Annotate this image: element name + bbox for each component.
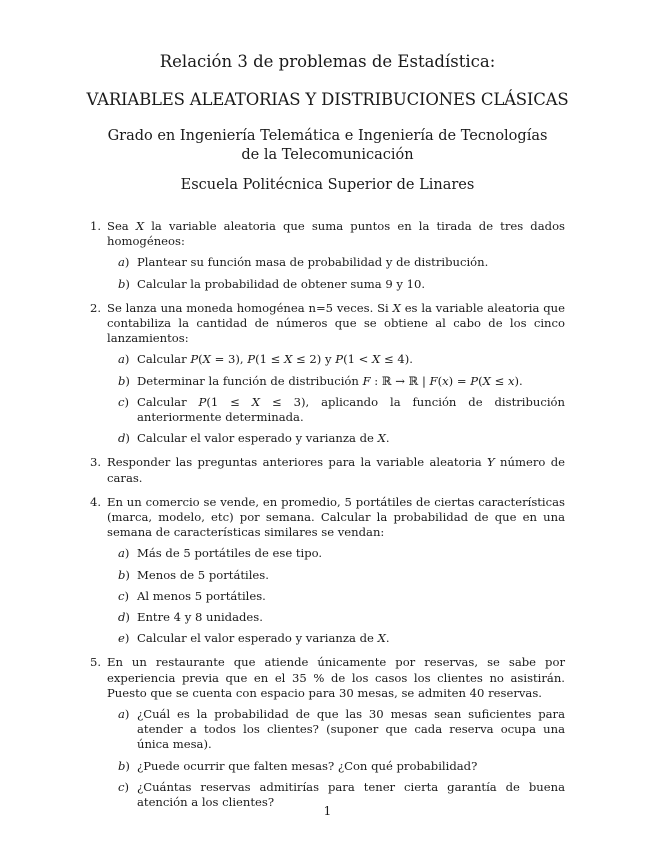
subquestion-label: a) xyxy=(118,352,130,367)
problem-number: 3. xyxy=(90,455,102,470)
subquestion-text: Plantear su función masa de probabilidad y de distribución. xyxy=(137,255,489,270)
subquestion-label: a) xyxy=(118,546,130,561)
subquestion-label: b) xyxy=(118,758,130,773)
problem-item xyxy=(90,495,565,647)
subquestion-list xyxy=(107,707,565,810)
subquestion-text: Calcular P(X = 3), P(1 ≤ X ≤ 2) y P(1 < X ≤ 4). xyxy=(137,352,413,367)
subquestion-label: d) xyxy=(118,610,130,625)
subquestion-letter: a xyxy=(118,255,125,270)
subquestion-item xyxy=(107,374,565,389)
subquestion-text: Determinar la función de distribución F : ℝ → ℝ | F(x) = P(X ≤ x). xyxy=(137,373,523,388)
subquestion-text: ¿Cuántas reservas admitirías para tener cierta garantía de buena atención a los clientes? xyxy=(137,779,565,810)
subquestion-item xyxy=(107,352,565,367)
subquestion-text: ¿Puede ocurrir que falten mesas? ¿Con qué probabilidad? xyxy=(137,758,478,773)
page-number: 1 xyxy=(323,804,332,818)
problem-statement: En un comercio se vende, en promedio, 5 portátiles de ciertas características (marca, modelo, etc) por semana. Calcular la probabilidad de que en una semana de características similares se vendan: xyxy=(107,494,565,540)
subquestion-text: Calcular el valor esperado y varianza de X. xyxy=(137,431,390,446)
subquestion-letter: c xyxy=(118,394,125,409)
subquestion-letter: a xyxy=(118,707,125,722)
subquestion-letter: b xyxy=(118,567,126,582)
subquestion-item xyxy=(107,546,565,561)
subquestion-item xyxy=(107,759,565,774)
subquestion-item xyxy=(107,395,565,425)
problem-number: 5. xyxy=(90,655,102,670)
subquestion-letter: a xyxy=(118,546,125,561)
page-title: Relación 3 de problemas de Estadística: xyxy=(159,52,496,71)
subquestion-text: ¿Cuál es la probabilidad de que las 30 mesas sean suficientes para atender a todos los clientes? (suponer que cada reserva ocupa una única mesa). xyxy=(137,707,565,752)
problem-number: 4. xyxy=(90,494,102,509)
subquestion-item xyxy=(107,589,565,604)
subquestion-letter: c xyxy=(118,588,125,603)
school-name: Escuela Politécnica Superior de Linares xyxy=(180,177,475,193)
problem-statement: Responder las preguntas anteriores para la variable aleatoria Y número de caras. xyxy=(107,455,566,485)
subquestion-list xyxy=(107,352,565,446)
subquestion-list xyxy=(107,546,565,646)
degree-name: Grado en Ingeniería Telemática e Ingeniería de Tecnologías de la Telecomunicación xyxy=(107,128,548,163)
subquestion-label: d) xyxy=(118,431,130,446)
problem-item xyxy=(90,455,565,485)
problem-statement: Sea X la variable aleatoria que suma puntos en la tirada de tres dados homogéneos: xyxy=(107,219,565,249)
subquestion-letter: b xyxy=(118,373,126,388)
subquestion-letter: a xyxy=(118,352,125,367)
subquestion-label: e) xyxy=(118,631,130,646)
subquestion-text: Entre 4 y 8 unidades. xyxy=(137,610,263,625)
subquestion-label: a) xyxy=(118,707,130,722)
problem-item xyxy=(90,655,565,810)
subquestion-text: Calcular el valor esperado y varianza de X. xyxy=(137,631,390,646)
subquestion-item xyxy=(107,610,565,625)
subquestion-item xyxy=(107,631,565,646)
subquestion-text: Menos de 5 portátiles. xyxy=(137,567,269,582)
subquestion-letter: b xyxy=(118,758,126,773)
problem-number: 1. xyxy=(90,219,102,233)
subquestion-item xyxy=(107,277,565,292)
problem-statement: Se lanza una moneda homogénea n=5 veces. Si X es la variable aleatoria que contabiliza la cantidad de números que se obtiene al cabo de los cinco lanzamientos: xyxy=(107,300,565,346)
problem-item xyxy=(90,301,565,447)
problem-list xyxy=(90,219,565,819)
subquestion-label: c) xyxy=(118,588,130,603)
subquestion-list xyxy=(107,255,565,291)
subquestion-letter: c xyxy=(118,779,125,794)
subquestion-item xyxy=(107,255,565,270)
subquestion-label: b) xyxy=(118,276,130,291)
page-subtitle: VARIABLES ALEATORIAS Y DISTRIBUCIONES CLÁSICAS xyxy=(86,90,569,109)
subquestion-letter: d xyxy=(118,610,126,625)
subquestion-item xyxy=(107,707,565,753)
subquestion-text: Más de 5 portátiles de ese tipo. xyxy=(137,546,323,561)
subquestion-item xyxy=(107,568,565,583)
problem-number: 2. xyxy=(90,300,102,315)
subquestion-letter: d xyxy=(118,431,126,446)
problem-statement: En un restaurante que atiende únicamente por reservas, se sabe por experiencia previa que en el 35 % de los casos los clientes no asistirán. Puesto que se cuenta con espacio para 30 mesas, se admiten 40 reservas. xyxy=(107,655,565,700)
subquestion-text: Al menos 5 portátiles. xyxy=(137,588,266,603)
subquestion-label: b) xyxy=(118,373,130,388)
problem-item xyxy=(90,219,565,292)
subquestion-label: a) xyxy=(118,255,130,270)
subquestion-letter: b xyxy=(118,276,126,291)
subquestion-text: Calcular la probabilidad de obtener suma 9 y 10. xyxy=(137,276,426,291)
subquestion-text: Calcular P(1 ≤ X ≤ 3), aplicando la función de distribución anteriormente determinada. xyxy=(137,394,566,425)
subquestion-letter: e xyxy=(118,631,125,646)
subquestion-label: b) xyxy=(118,567,130,582)
subquestion-label: c) xyxy=(118,394,130,409)
subquestion-label: c) xyxy=(118,779,130,794)
subquestion-item xyxy=(107,431,565,446)
